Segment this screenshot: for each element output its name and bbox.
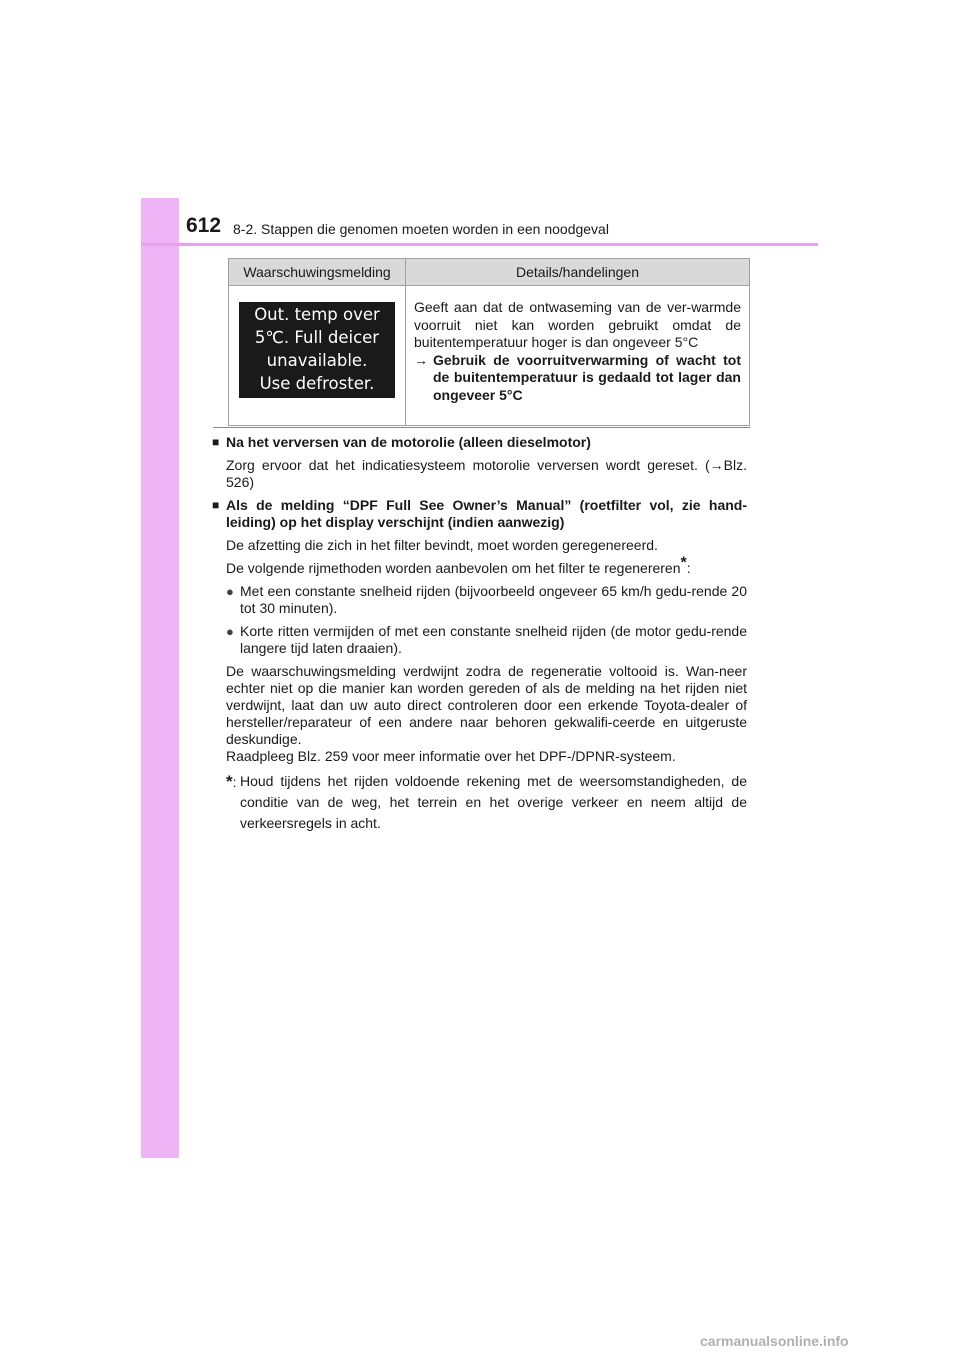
warning-display-cell: [229, 286, 406, 426]
arrow-right-icon: →: [414, 351, 428, 368]
section-divider: [213, 427, 750, 428]
paragraph: De afzetting die zich in het filter bevindt, moet worden geregenereerd.: [226, 537, 658, 553]
chapter-sidebar-tab: [141, 198, 179, 1158]
action-text: [414, 352, 741, 405]
header-rule: [141, 243, 818, 246]
list-item: [226, 623, 747, 657]
watermark: carmanualsonline.info: [700, 1333, 849, 1349]
paragraph-with-footnote-ref: [226, 554, 747, 577]
paragraph: De waarschuwingsmelding verdwijnt zodra de regeneratie voltooid is. Wan-neer echter niet op die manier kan worden gereden of als de melding na het rijden niet verdwijnt, laat dan uw auto direct controleren door een erkende Toyota-dealer of hersteller/reparateur of een andere naar behoren gekwalifi-ceerde en uitgeruste deskundige.: [226, 663, 747, 747]
column-header-details: Details/handelingen: [406, 259, 750, 286]
section-heading-oil-change: [212, 434, 747, 451]
table-row: [229, 286, 750, 426]
square-bullet-icon: ■: [212, 435, 220, 449]
footnote: [226, 771, 747, 834]
action-instruction: Gebruik de voorruitverwarming of wacht tot de buitentemperatuur is gedaald tot lager dan ongeveer 5°C: [433, 351, 741, 403]
display-line-3: unavailable.: [266, 351, 368, 370]
warning-display-image: [239, 302, 395, 398]
display-line-1: Out. temp over: [254, 305, 380, 324]
display-line-2: 5℃. Full deicer: [254, 328, 380, 347]
circle-bullet-icon: ●: [226, 624, 234, 639]
footnote-marker: [226, 771, 240, 834]
paragraph: Zorg ervoor dat het indicatiesysteem motorolie verversen wordt gereset. (→Blz. 526): [226, 457, 747, 490]
paragraph-text: De volgende rijmethoden worden aanbevolen om het filter te regenereren: [226, 560, 681, 576]
list-item-text: Met een constante snelheid rijden (bijvoorbeeld ongeveer 65 km/h gedu-rende 20 tot 30 minuten).: [240, 583, 747, 616]
circle-bullet-icon: ●: [226, 584, 234, 599]
details-text: Geeft aan dat de ontwaseming van de ver-warmde voorruit niet kan worden gebruikt omdat de buitentemperatuur hoger is dan ongeveer 5°C: [414, 299, 741, 350]
page-number: 612: [186, 214, 222, 237]
footnote-text: Houd tijdens het rijden voldoende rekening met de weersomstandigheden, de conditie van de weg, het terrein en het overige verkeer en neem altijd de verkeersregels in acht.: [240, 773, 747, 831]
list-item: [226, 583, 747, 617]
list-item-text: Korte ritten vermijden of met een constante snelheid rijden (de motor gedu-rende langere tijd laten draaien).: [240, 623, 747, 656]
heading-text: Als de melding “DPF Full See Owner’s Manual” (roetfilter vol, zie hand-leiding) op het display verschijnt (indien aanwezig): [226, 497, 747, 530]
colon: :: [686, 560, 691, 576]
column-header-warning: Waarschuwingsmelding: [229, 259, 406, 286]
warning-message-table: [228, 258, 750, 426]
section-heading-dpf-full: [212, 497, 747, 531]
chapter-title: 8-2. Stappen die genomen moeten worden in een noodgeval: [233, 221, 609, 237]
details-cell: [406, 286, 750, 426]
page-content: [212, 434, 747, 834]
display-line-4: Use defroster.: [259, 374, 375, 393]
paragraph: Raadpleeg Blz. 259 voor meer informatie over het DPF-/DPNR-systeem.: [226, 748, 676, 764]
asterisk: *: [226, 772, 233, 791]
table-header-row: [229, 259, 750, 286]
heading-text: Na het verversen van de motorolie (alleen dieselmotor): [226, 434, 591, 450]
square-bullet-icon: ■: [212, 498, 220, 512]
footnote-ref: *: [680, 554, 687, 572]
footnote-colon: :: [232, 774, 237, 790]
